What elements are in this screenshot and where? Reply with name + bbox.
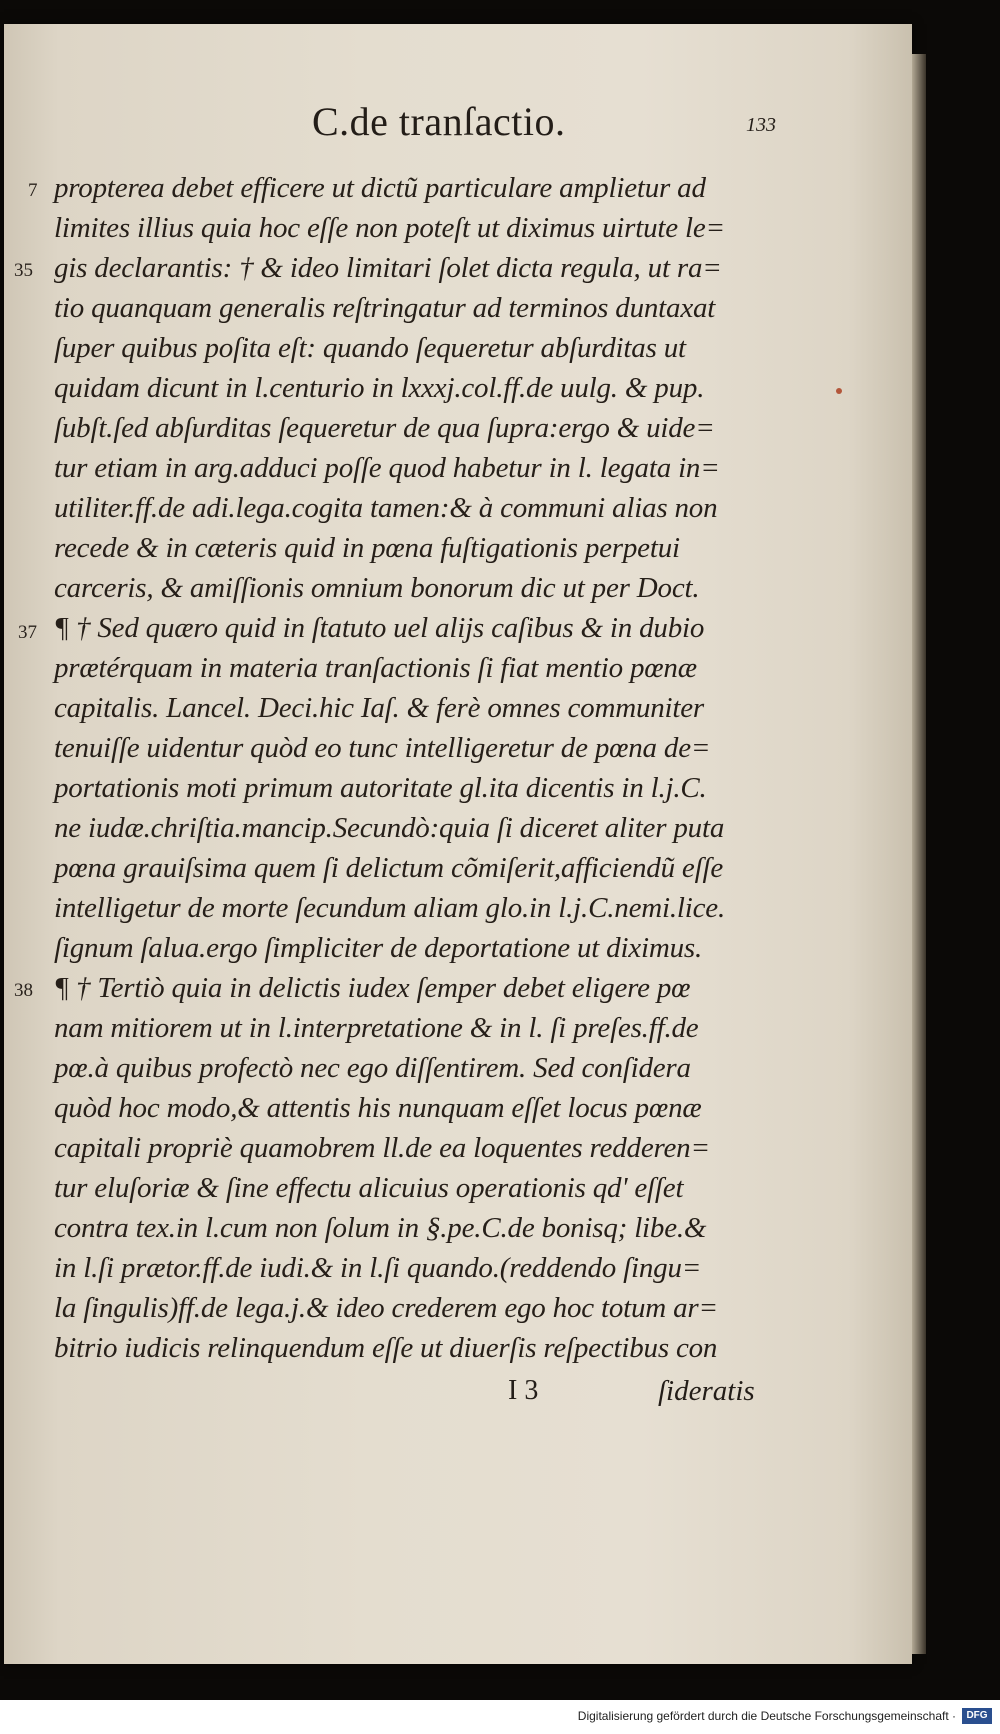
funding-credit: Digitalisierung gefördert durch die Deutsche Forschungsgemeinschaft · bbox=[577, 1709, 956, 1723]
text-line: ſignum ſalua.ergo ſimpliciter de deportatione ut diximus. bbox=[54, 932, 703, 964]
text-line: tur eluſoriæ & ſine effectu alicuius operationis qd' eſſet bbox=[54, 1172, 684, 1204]
folio-number: 133 bbox=[746, 114, 776, 136]
body-text bbox=[54, 168, 784, 1368]
text-line: tur etiam in arg.adduci poſſe quod habetur in l. legata in= bbox=[54, 452, 720, 484]
text-line: tenuiſſe uidentur quòd eo tunc intelligeretur de pœna de= bbox=[54, 732, 711, 764]
text-line: capitali propriè quamobrem ll.de ea loquentes redderen= bbox=[54, 1132, 710, 1164]
text-line: gis declarantis: † & ideo limitari ſolet dicta regula, ut ra= bbox=[54, 252, 722, 284]
text-line: ¶ † Sed quæro quid in ſtatuto uel alijs caſibus & in dubio bbox=[54, 612, 705, 644]
page-header bbox=[0, 98, 1000, 158]
text-line: quidam dicunt in l.centurio in lxxxj.col.ff.de uulg. & pup. bbox=[54, 372, 705, 404]
text-line: portationis moti primum autoritate gl.ita dicentis in l.j.C. bbox=[54, 772, 707, 804]
text-line: pœna grauiſsima quem ſi delictum cõmiſerit,afficiendũ eſſe bbox=[54, 852, 723, 884]
text-line: propterea debet efficere ut dictũ particulare amplietur ad bbox=[54, 172, 706, 204]
text-line: limites illius quia hoc eſſe non poteſt ut diximus uirtute le= bbox=[54, 212, 725, 244]
signature-mark: I 3 bbox=[508, 1375, 539, 1406]
margin-number: 7 bbox=[28, 180, 38, 201]
text-line: bitrio iudicis relinquendum eſſe ut diuerſis reſpectibus con bbox=[54, 1332, 718, 1364]
text-line: in l.ſi prætor.ff.de iudi.& in l.ſi quando.(reddendo ſingu= bbox=[54, 1252, 702, 1284]
dfg-logo: DFG bbox=[962, 1708, 992, 1724]
margin-number: 38 bbox=[14, 980, 33, 1001]
running-head: C.de tranſactio. bbox=[312, 99, 566, 144]
ink-spot bbox=[836, 388, 842, 394]
page-footer bbox=[0, 1375, 1000, 1425]
credit-bar bbox=[0, 1700, 1000, 1734]
text-line: quòd hoc modo,& attentis his nunquam eſſet locus pœnæ bbox=[54, 1092, 702, 1124]
text-line: carceris, & amiſſionis omnium bonorum dic ut per Doct. bbox=[54, 572, 700, 604]
text-line: tio quanquam generalis reſtringatur ad terminos duntaxat bbox=[54, 292, 716, 324]
text-line: prætérquam in materia tranſactionis ſi fiat mentio pœnæ bbox=[54, 652, 697, 684]
text-line: ne iudæ.chriſtia.mancip.Secundò:quia ſi diceret aliter puta bbox=[54, 812, 725, 844]
text-line: capitalis. Lancel. Deci.hic Iaſ. & ferè omnes communiter bbox=[54, 692, 705, 724]
text-line: ¶ † Tertiò quia in delictis iudex ſemper debet eligere pœ bbox=[54, 972, 691, 1004]
text-line: recede & in cæteris quid in pœna fuſtigationis perpetui bbox=[54, 532, 680, 564]
catchword: ſideratis bbox=[658, 1375, 755, 1407]
text-line: nam mitiorem ut in l.interpretatione & in l. ſi preſes.ff.de bbox=[54, 1012, 699, 1044]
text-line: contra tex.in l.cum non ſolum in §.pe.C.de bonisq; libe.& bbox=[54, 1212, 707, 1244]
text-line: pœ.à quibus profectò nec ego diſſentirem. Sed conſidera bbox=[54, 1052, 691, 1084]
margin-number: 35 bbox=[14, 260, 33, 281]
text-line: ſuper quibus poſita eſt: quando ſequeretur abſurditas ut bbox=[54, 332, 686, 364]
text-line: utiliter.ff.de adi.lega.cogita tamen:& à communi alias non bbox=[54, 492, 718, 524]
text-line: la ſingulis)ff.de lega.j.& ideo crederem ego hoc totum ar= bbox=[54, 1292, 718, 1324]
text-line: intelligetur de morte ſecundum aliam glo.in l.j.C.nemi.lice. bbox=[54, 892, 726, 924]
text-line: ſubſt.ſed abſurditas ſequeretur de qua ſupra:ergo & uide= bbox=[54, 412, 715, 444]
margin-number: 37 bbox=[18, 622, 37, 643]
